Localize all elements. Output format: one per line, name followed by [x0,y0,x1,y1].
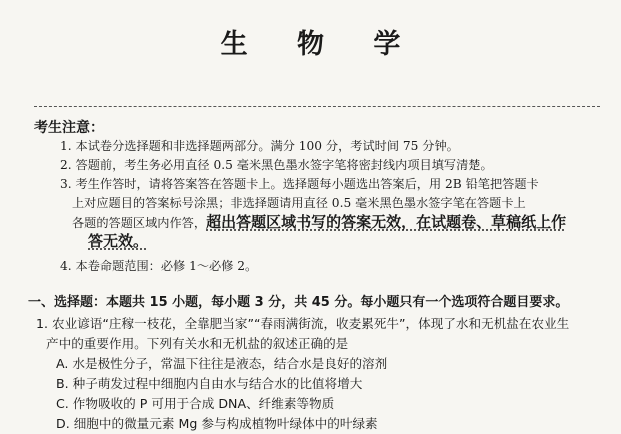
notice-item-1: 1. 本试卷分选择题和非选择题两部分。满分 100 分，考试时间 75 分钟。 [60,139,459,153]
notice-item-2: 2. 答题前，考生务必用直径 0.5 毫米黑色墨水签字笔将密封线内项目填写清楚。 [60,158,493,172]
notice-emphasis-2: 答无效。 [88,232,149,250]
question-1-option-d: D. 细胞中的微量元素 Mg 参与构成植物叶绿体中的叶绿素 [56,416,378,431]
section-heading: 一、选择题：本题共 15 小题，每小题 3 分，共 45 分。每小题只有一个选项符合题目要求。 [28,295,569,310]
notice-emphasis-1: 超出答题区域书写的答案无效，在试题卷、草稿纸上作 [206,213,567,231]
question-1-option-b: B. 种子萌发过程中细胞内自由水与结合水的比值将增大 [56,376,363,391]
notice-heading: 考生注意： [34,120,104,136]
notice-item-3-cont-1: 上对应题目的答案标号涂黑；非选择题请用直径 0.5 毫米黑色墨水签字笔在答题卡上 [72,196,526,210]
question-1-stem-line-1: 1. 农业谚语“庄稼一枝花，全靠肥当家”“春雨满街流，收麦累死牛”，体现了水和无机盐在农业生 [36,316,570,331]
notice-item-3-cont-2-text: 各题的答题区域内作答， [72,216,207,230]
notice-item-3: 3. 考生作答时，请将答案答在答题卡上。选择题每小题选出答案后，用 2B 铅笔把答题卡 [60,177,539,191]
notice-item-4: 4. 本卷命题范围：必修 1～必修 2。 [60,259,258,273]
question-1-option-c: C. 作物吸收的 P 可用于合成 DNA、纤维素等物质 [56,396,335,411]
question-1-option-a: A. 水是极性分子，常温下往往是液态，结合水是良好的溶剂 [56,356,388,371]
notice-item-3-cont-2 [72,212,618,233]
page-title: 生 物 学 [220,29,421,60]
dashed-divider [34,106,600,107]
question-1-stem-line-2: 产中的重要作用。下列有关水和无机盐的叙述正确的是 [46,336,349,351]
